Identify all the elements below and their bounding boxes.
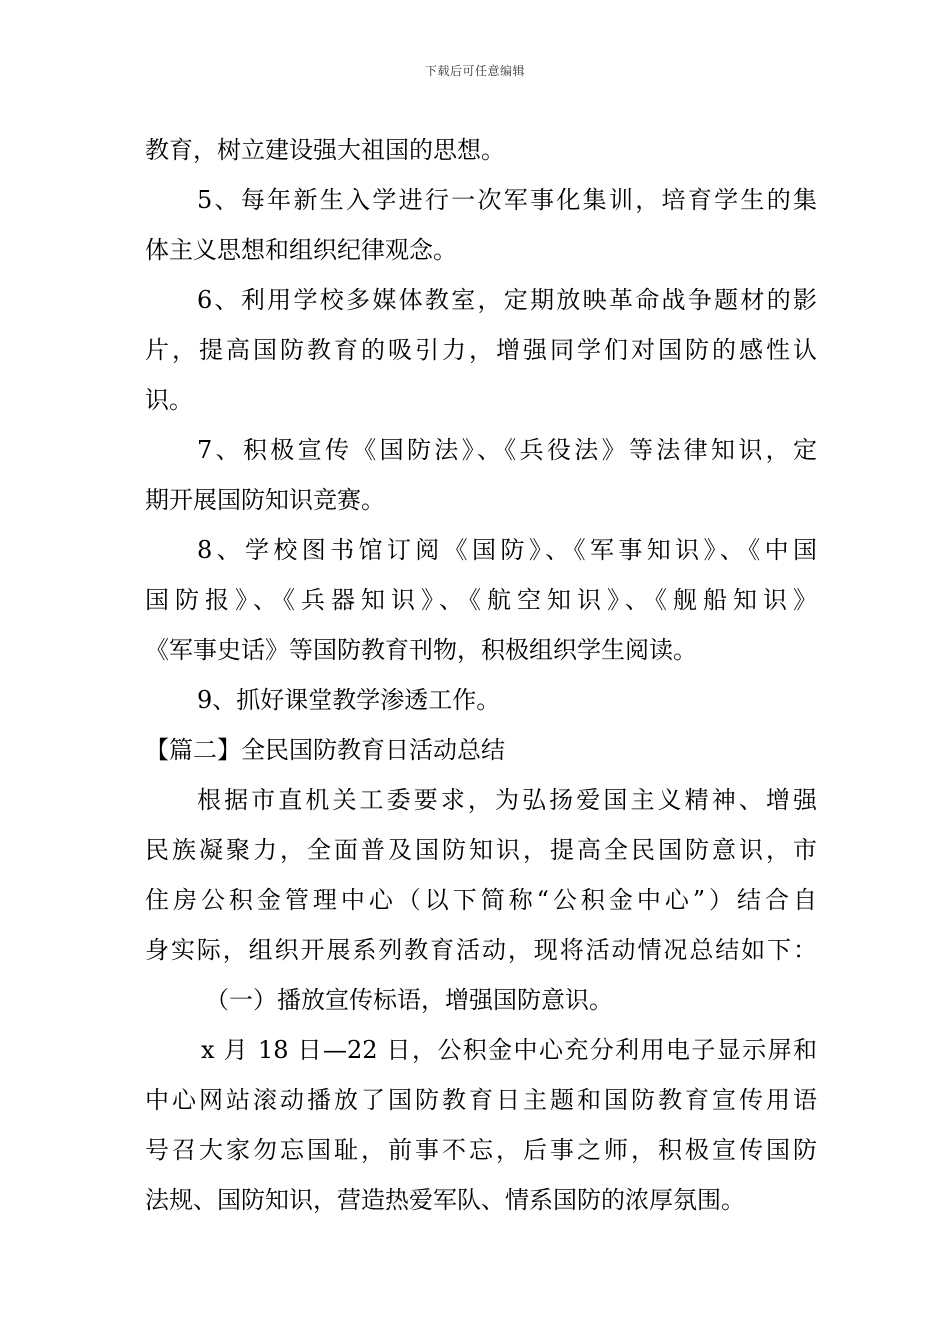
text-line: 体主义思想和组织纪律观念。 xyxy=(145,236,457,264)
page-header-note: 下载后可任意编辑 xyxy=(424,64,525,78)
text-line: 7、积极宣传《国防法》、《兵役法》等法律知识，定 xyxy=(197,436,817,464)
text-line: 教育，树立建设强大祖国的思想。 xyxy=(145,136,505,164)
text-line: 片，提高国防教育的吸引力，增强同学们对国防的感性认 xyxy=(145,336,817,364)
text-line: 9、抓好课堂教学渗透工作。 xyxy=(197,686,501,714)
text-line: 法规、国防知识，营造热爱军队、情系国防的浓厚氛围。 xyxy=(145,1186,745,1214)
text-line: 根据市直机关工委要求，为弘扬爱国主义精神、增强 xyxy=(197,786,817,814)
document-body xyxy=(145,125,817,1225)
text-line: 民族凝聚力，全面普及国防知识，提高全民国防意识，市 xyxy=(145,836,817,864)
text-line: 住房公积金管理中心（以下简称“公积金中心”）结合自 xyxy=(145,886,817,914)
subsection-heading: （一）播放宣传标语，增强国防意识。 xyxy=(205,986,613,1014)
text-line: 身实际，组织开展系列教育活动，现将活动情况总结如下： xyxy=(145,936,817,964)
text-line: 期开展国防知识竞赛。 xyxy=(145,486,385,514)
text-line: 中心网站滚动播放了国防教育日主题和国防教育宣传用语 xyxy=(145,1086,817,1114)
text-line: 8、学校图书馆订阅《国防》、《军事知识》、《中国 xyxy=(197,536,817,564)
text-line: 《军事史话》等国防教育刊物，积极组织学生阅读。 xyxy=(145,636,697,664)
text-line: x 月 18 日—22 日，公积金中心充分利用电子显示屏和 xyxy=(201,1036,817,1064)
text-line: 5、每年新生入学进行一次军事化集训，培育学生的集 xyxy=(197,186,817,214)
section-heading: 【篇二】全民国防教育日活动总结 xyxy=(145,736,505,764)
text-line: 识。 xyxy=(145,386,193,414)
text-line: 号召大家勿忘国耻，前事不忘，后事之师，积极宣传国防 xyxy=(145,1136,817,1164)
text-line: 国防报》、《兵器知识》、《航空知识》、《舰船知识》 xyxy=(145,586,817,614)
text-line: 6、利用学校多媒体教室，定期放映革命战争题材的影 xyxy=(197,286,817,314)
